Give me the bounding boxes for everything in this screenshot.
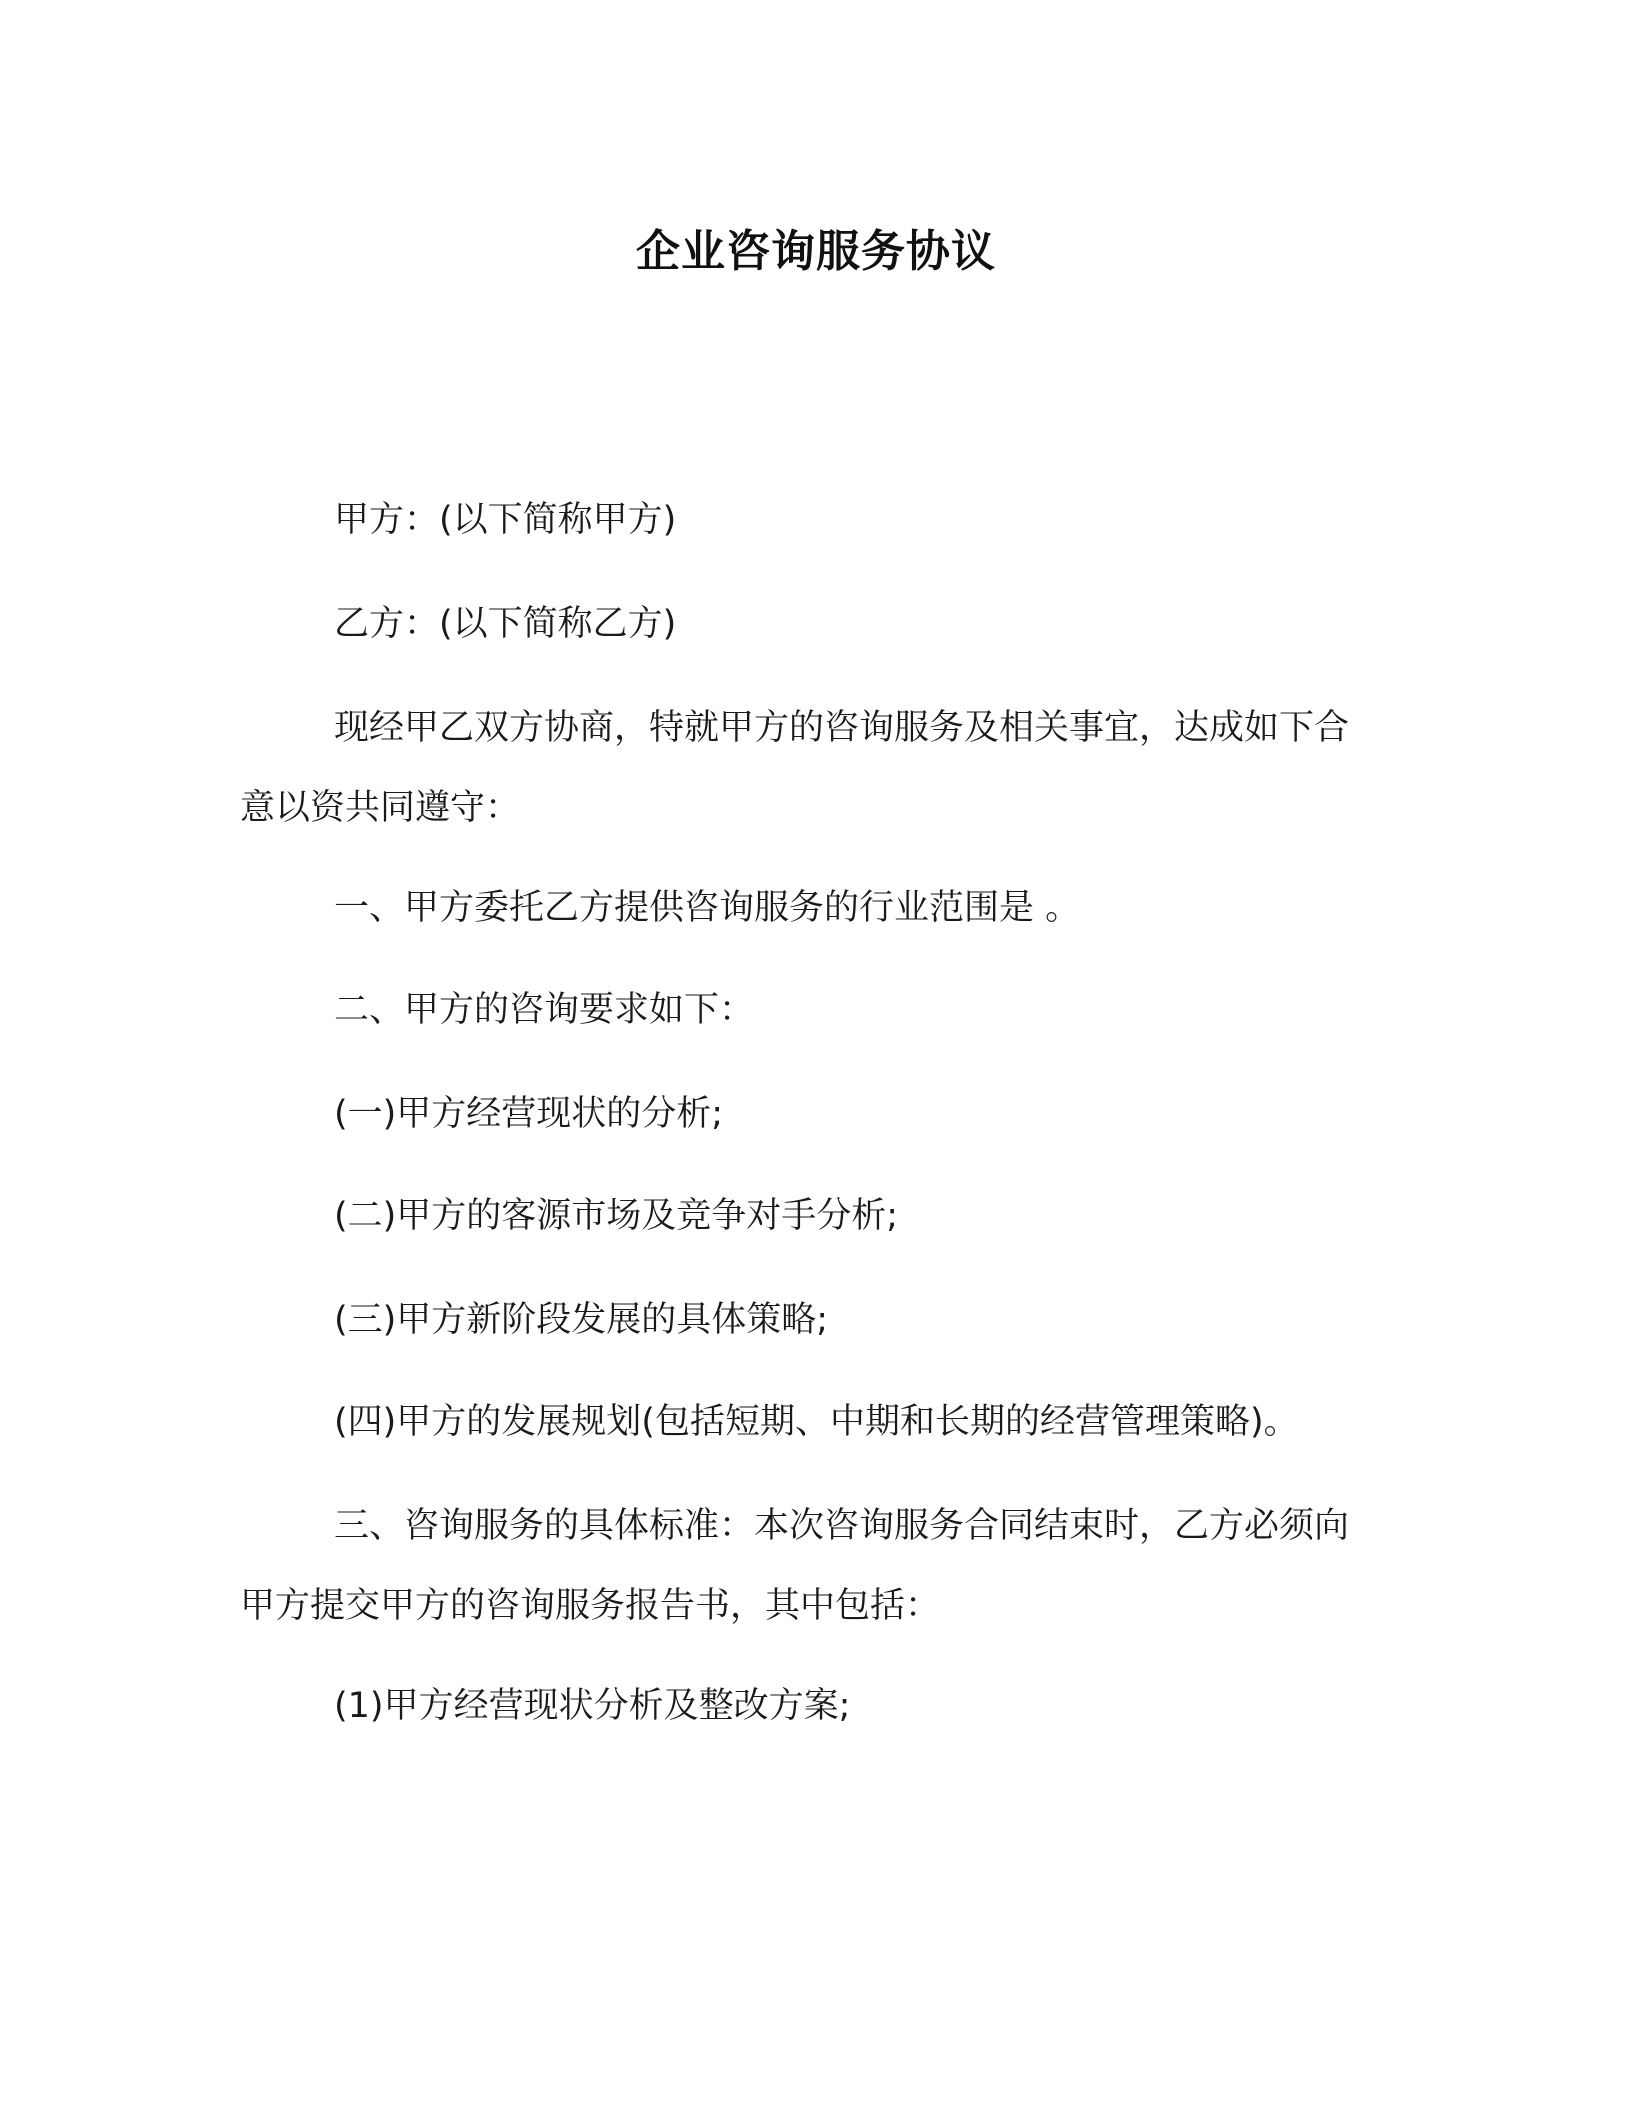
clause-2: 二、甲方的咨询要求如下： (334, 990, 755, 1030)
party-a-line: 甲方：(以下简称甲方) (334, 500, 677, 540)
clause-3: 三、咨询服务的具体标准：本次咨询服务合同结束时，乙方必须向甲方提交甲方的咨询服务报告书，其中包括： (240, 1506, 1350, 1626)
clause-2-item-1: (一)甲方经营现状的分析; (334, 1094, 724, 1134)
clause-1: 一、甲方委托乙方提供咨询服务的行业范围是 。 (334, 888, 1081, 928)
clause-2-item-4: (四)甲方的发展规划(包括短期、中期和长期的经营管理策略)。 (334, 1402, 1299, 1442)
document-title: 企业咨询服务协议 (636, 226, 996, 277)
clause-2-item-2: (二)甲方的客源市场及竞争对手分析; (334, 1196, 899, 1236)
party-b-line: 乙方：(以下简称乙方) (334, 604, 677, 644)
preamble-paragraph: 现经甲乙双方协商，特就甲方的咨询服务及相关事宜，达成如下合意以资共同遵守： (240, 708, 1350, 828)
clause-2-item-3: (三)甲方新阶段发展的具体策略; (334, 1300, 829, 1340)
clause-3-item-1: (1)甲方经营现状分析及整改方案; (334, 1686, 851, 1726)
